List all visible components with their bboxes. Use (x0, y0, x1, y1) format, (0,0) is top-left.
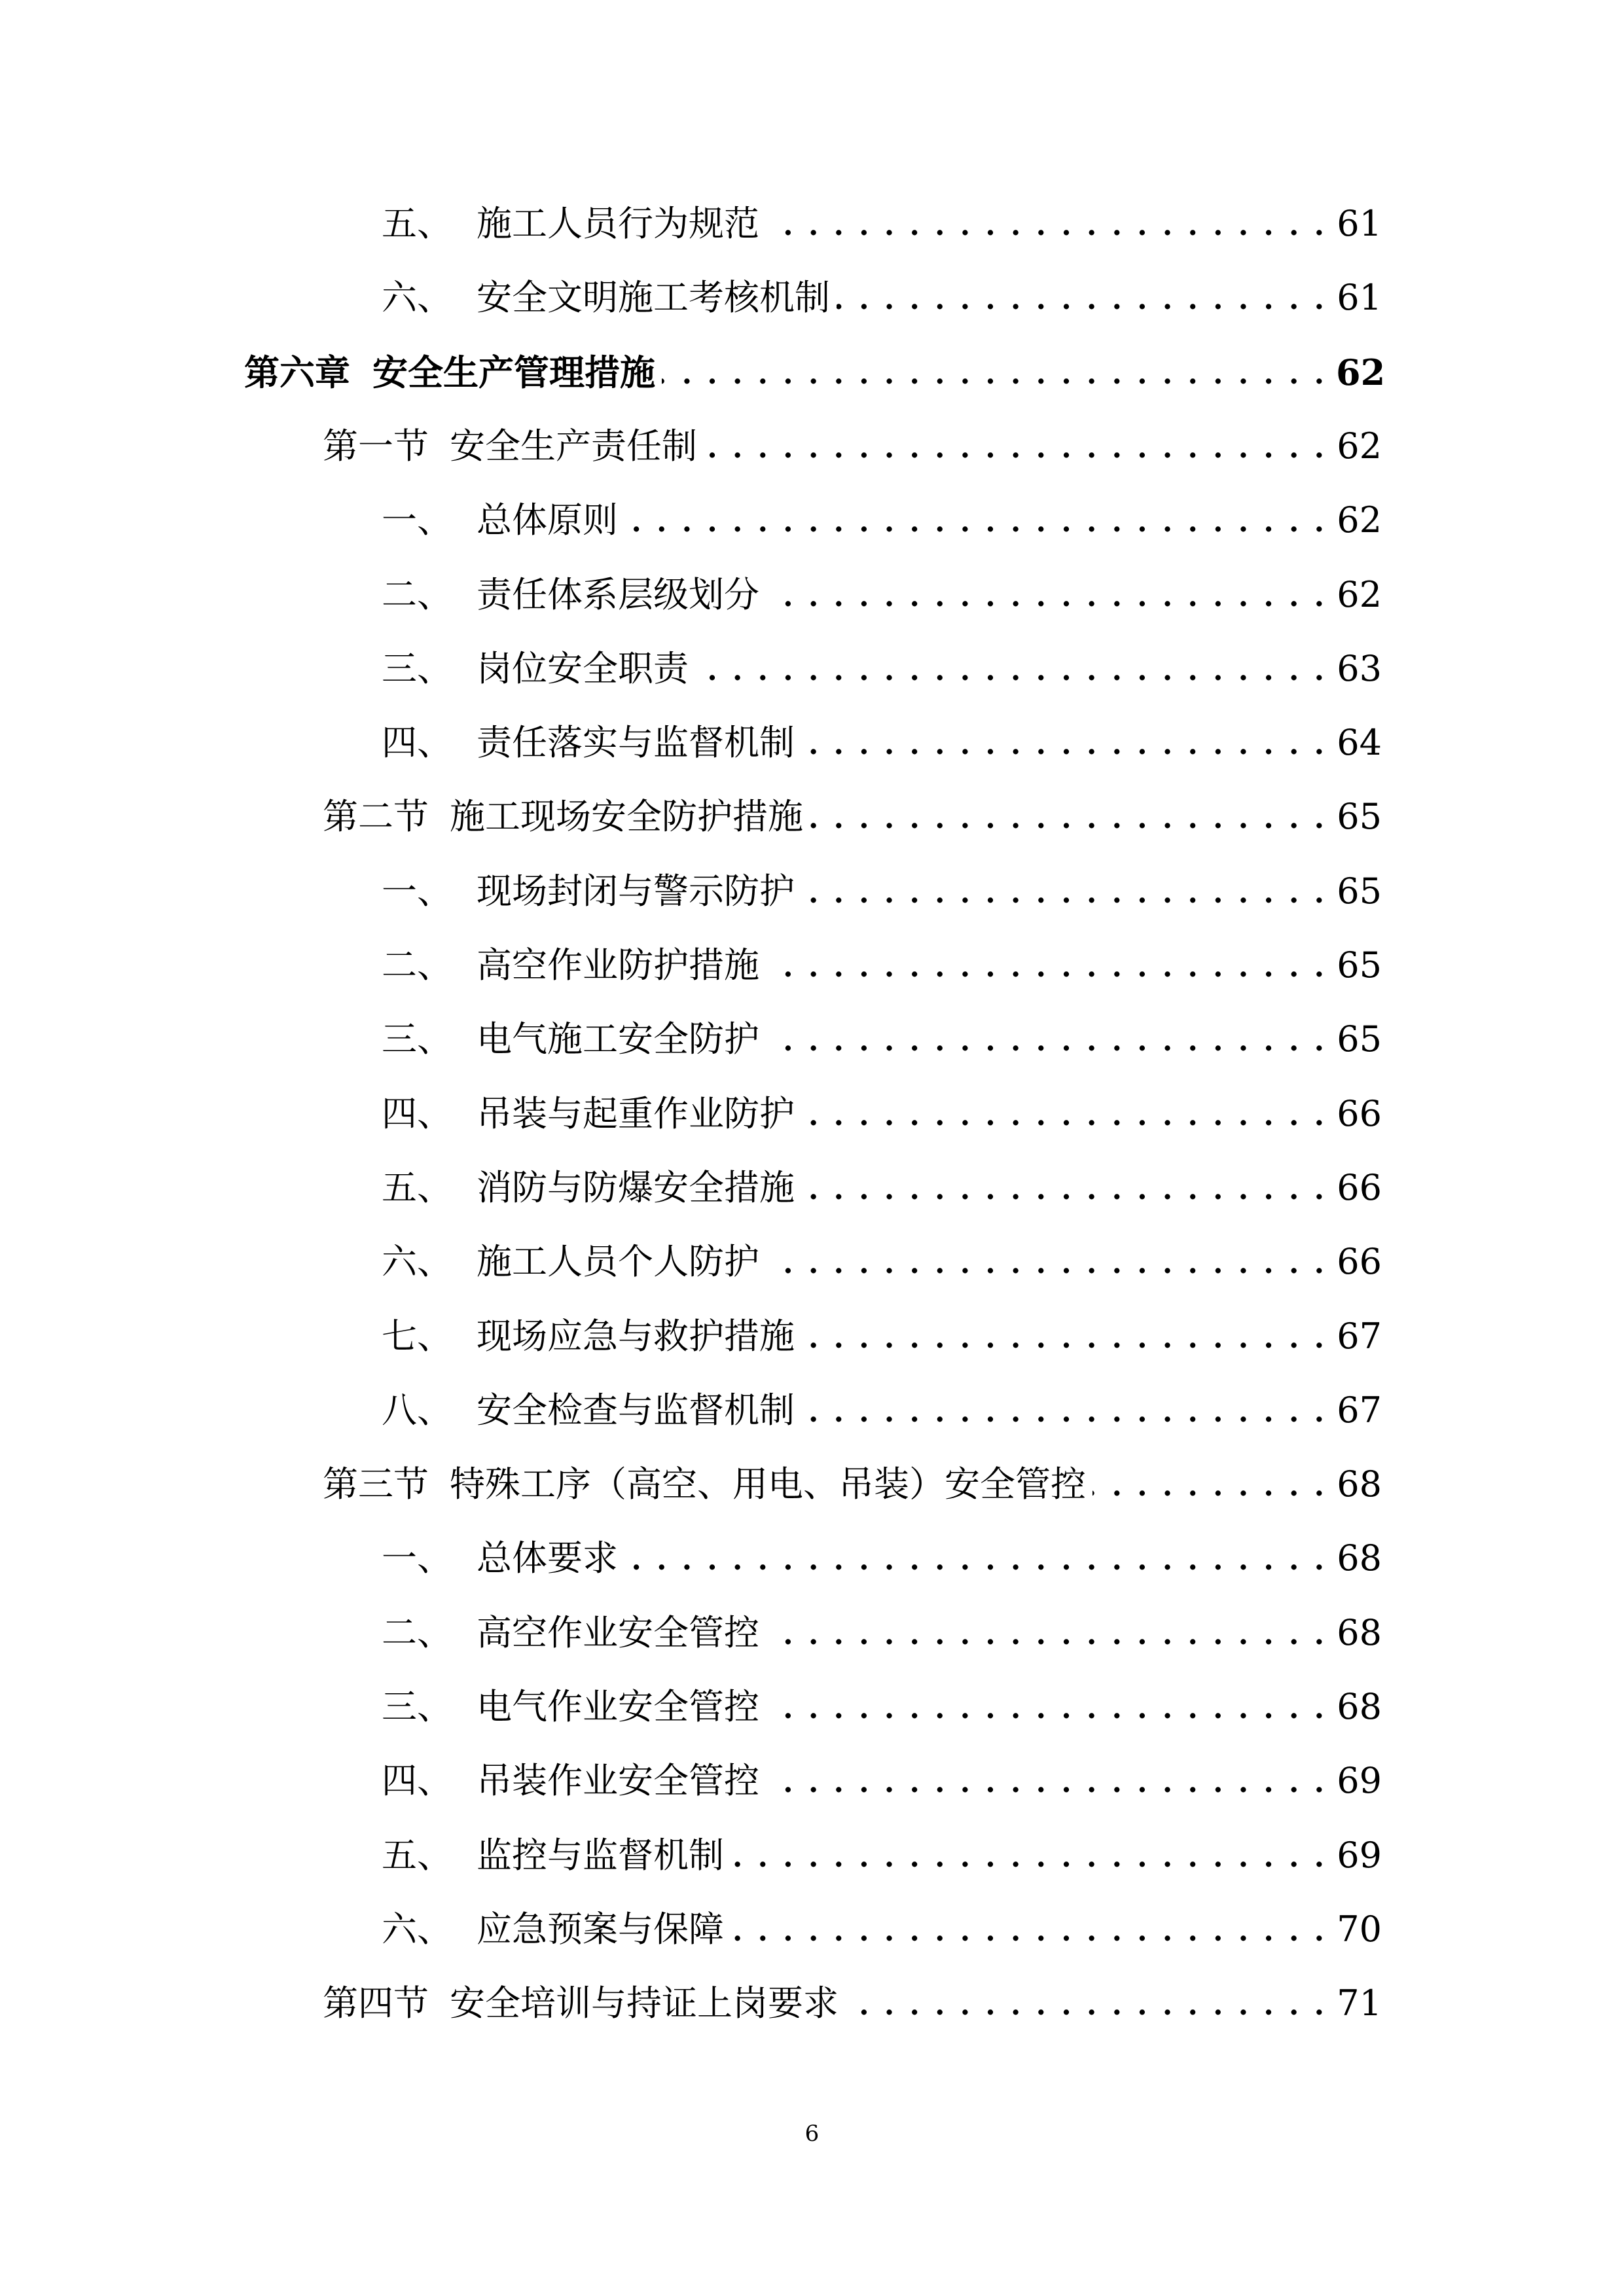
toc-entry-page: 71 (1337, 1982, 1382, 2024)
toc-entry[interactable] (382, 1158, 1382, 1217)
toc-entry[interactable] (244, 343, 1386, 402)
toc-entry-title: 总体要求 (477, 1537, 618, 1579)
toc-dot-leader (766, 1615, 1327, 1651)
toc-entry[interactable] (382, 1381, 1382, 1440)
toc-entry-number: 六、 (382, 1241, 452, 1282)
toc-entry-page: 66 (1337, 1241, 1382, 1282)
toc-entry[interactable] (382, 1085, 1382, 1143)
toc-entry[interactable] (323, 417, 1382, 476)
toc-entry-number: 二、 (382, 1612, 452, 1653)
toc-entry-page: 69 (1337, 1760, 1382, 1801)
toc-dot-leader (662, 355, 1327, 390)
toc-entry-page: 61 (1337, 203, 1382, 244)
toc-dot-leader (766, 1689, 1327, 1725)
toc-entry-title: 吊装作业安全管控 (477, 1760, 759, 1801)
toc-dot-leader (624, 503, 1327, 538)
toc-entry-page: 65 (1337, 870, 1382, 912)
toc-entry[interactable] (382, 936, 1382, 995)
toc-entry-page: 66 (1337, 1093, 1382, 1134)
toc-dot-leader (766, 948, 1327, 983)
toc-entry-page: 70 (1337, 1909, 1382, 1950)
toc-entry-page: 65 (1337, 944, 1382, 986)
toc-entry[interactable] (382, 491, 1382, 550)
toc-entry-page: 68 (1337, 1537, 1382, 1579)
toc-entry[interactable] (382, 1900, 1382, 1959)
toc-entry-page: 67 (1337, 1316, 1382, 1357)
toc-entry[interactable] (382, 713, 1382, 772)
page-number: 6 (804, 2121, 820, 2147)
toc-dot-leader (766, 1022, 1327, 1057)
toc-dot-leader (704, 429, 1327, 464)
toc-entry-title: 责任落实与监督机制 (477, 722, 795, 763)
toc-entry[interactable] (382, 1010, 1382, 1069)
toc-entry-title: 责任体系层级划分 (477, 574, 759, 615)
toc-entry-number: 一、 (382, 499, 452, 541)
toc-entry-title: 电气作业安全管控 (477, 1686, 759, 1727)
toc-entry[interactable] (382, 1529, 1382, 1588)
toc-dot-leader (731, 1912, 1327, 1947)
toc-entry-title: 岗位安全职责 (477, 648, 689, 689)
toc-entry-page: 69 (1337, 1835, 1382, 1876)
toc-entry-title: 电气施工安全防护 (477, 1018, 759, 1060)
toc-dot-leader (801, 1393, 1327, 1428)
toc-entry-title: 总体原则 (477, 499, 618, 541)
toc-entry-page: 62 (1336, 351, 1386, 393)
toc-entry-number: 第三节 (323, 1463, 429, 1505)
toc-entry-number: 一、 (382, 870, 452, 912)
toc-entry-title: 消防与防爆安全措施 (477, 1167, 795, 1208)
toc-entry[interactable] (382, 565, 1382, 624)
toc-entry-number: 第四节 (323, 1982, 429, 2024)
toc-entry-title: 特殊工序（高空、用电、吊装）安全管控 (450, 1463, 1086, 1505)
toc-entry-number: 第六章 (244, 351, 350, 393)
toc-entry-title: 安全文明施工考核机制 (477, 277, 830, 318)
toc-entry-number: 三、 (382, 1686, 452, 1727)
toc-entry[interactable] (382, 194, 1382, 253)
toc-dot-leader (810, 799, 1327, 834)
toc-dot-leader (801, 1170, 1327, 1206)
toc-entry-page: 62 (1337, 425, 1382, 467)
toc-entry-number: 三、 (382, 1018, 452, 1060)
toc-entry-number: 二、 (382, 574, 452, 615)
toc-entry[interactable] (323, 1974, 1382, 2033)
toc-entry-title: 现场封闭与警示防护 (477, 870, 795, 912)
toc-entry-page: 68 (1337, 1686, 1382, 1727)
toc-entry-title: 安全检查与监督机制 (477, 1390, 795, 1431)
toc-dot-leader (624, 1541, 1327, 1576)
toc-entry-page: 66 (1337, 1167, 1382, 1208)
toc-entry[interactable] (382, 1307, 1382, 1366)
toc-entry-page: 64 (1337, 722, 1382, 763)
toc-entry-title: 高空作业安全管控 (477, 1612, 759, 1653)
toc-entry-number: 八、 (382, 1390, 452, 1431)
toc-dot-leader (695, 651, 1327, 687)
toc-entry-page: 65 (1337, 796, 1382, 837)
toc-dot-leader (766, 1763, 1327, 1799)
toc-entry-number: 五、 (382, 203, 452, 244)
toc-entry[interactable] (382, 1604, 1382, 1662)
toc-entry-title: 应急预案与保障 (477, 1909, 724, 1950)
toc-entry-title: 高空作业防护措施 (477, 944, 759, 986)
toc-entry-number: 四、 (382, 1093, 452, 1134)
toc-entry-title: 施工人员行为规范 (477, 203, 759, 244)
toc-dot-leader (766, 206, 1327, 242)
toc-entry-page: 67 (1337, 1390, 1382, 1431)
toc-entry[interactable] (382, 1232, 1382, 1291)
toc-entry-number: 六、 (382, 1909, 452, 1950)
toc-entry-title: 吊装与起重作业防护 (477, 1093, 795, 1134)
toc-dot-leader (731, 1838, 1327, 1873)
toc-entry[interactable] (323, 787, 1382, 846)
toc-entry[interactable] (382, 1677, 1382, 1736)
toc-entry-page: 62 (1337, 574, 1382, 615)
toc-entry[interactable] (323, 1455, 1382, 1514)
toc-entry-page: 68 (1337, 1612, 1382, 1653)
toc-dot-leader (801, 874, 1327, 909)
toc-entry[interactable] (382, 1751, 1382, 1810)
toc-dot-leader (766, 577, 1327, 613)
toc-entry[interactable] (382, 639, 1382, 698)
toc-entry-title: 安全生产责任制 (450, 425, 697, 467)
toc-entry-title: 安全生产管理措施 (372, 351, 655, 393)
toc-entry-title: 施工人员个人防护 (477, 1241, 759, 1282)
toc-entry-number: 七、 (382, 1316, 452, 1357)
toc-entry-number: 三、 (382, 648, 452, 689)
toc-entry[interactable] (382, 268, 1382, 327)
toc-entry-title: 施工现场安全防护措施 (450, 796, 803, 837)
toc-dot-leader (801, 725, 1327, 761)
toc-entry-page: 68 (1337, 1463, 1382, 1505)
toc-entry-number: 一、 (382, 1537, 452, 1579)
toc-entry-number: 第二节 (323, 796, 429, 837)
toc-dot-leader (845, 1986, 1327, 2021)
toc-entry-number: 二、 (382, 944, 452, 986)
toc-entry-title: 监控与监督机制 (477, 1835, 724, 1876)
toc-entry-number: 第一节 (323, 425, 429, 467)
toc-entry-title: 安全培训与持证上岗要求 (450, 1982, 839, 2024)
toc-entry-number: 五、 (382, 1835, 452, 1876)
toc-entry-number: 四、 (382, 1760, 452, 1801)
toc-dot-leader (801, 1096, 1327, 1132)
toc-entry[interactable] (382, 862, 1382, 921)
toc-entry[interactable] (382, 1826, 1382, 1885)
toc-entry-page: 61 (1337, 277, 1382, 318)
toc-dot-leader (766, 1244, 1327, 1280)
toc-dot-leader (801, 1319, 1327, 1354)
toc-entry-number: 四、 (382, 722, 452, 763)
toc-entry-number: 五、 (382, 1167, 452, 1208)
toc-dot-leader (1092, 1467, 1327, 1502)
toc-entry-page: 63 (1337, 648, 1382, 689)
toc-entry-page: 65 (1337, 1018, 1382, 1060)
toc-entry-number: 六、 (382, 277, 452, 318)
toc-entry-title: 现场应急与救护措施 (477, 1316, 795, 1357)
toc-dot-leader (837, 280, 1327, 315)
toc-entry-page: 62 (1337, 499, 1382, 541)
